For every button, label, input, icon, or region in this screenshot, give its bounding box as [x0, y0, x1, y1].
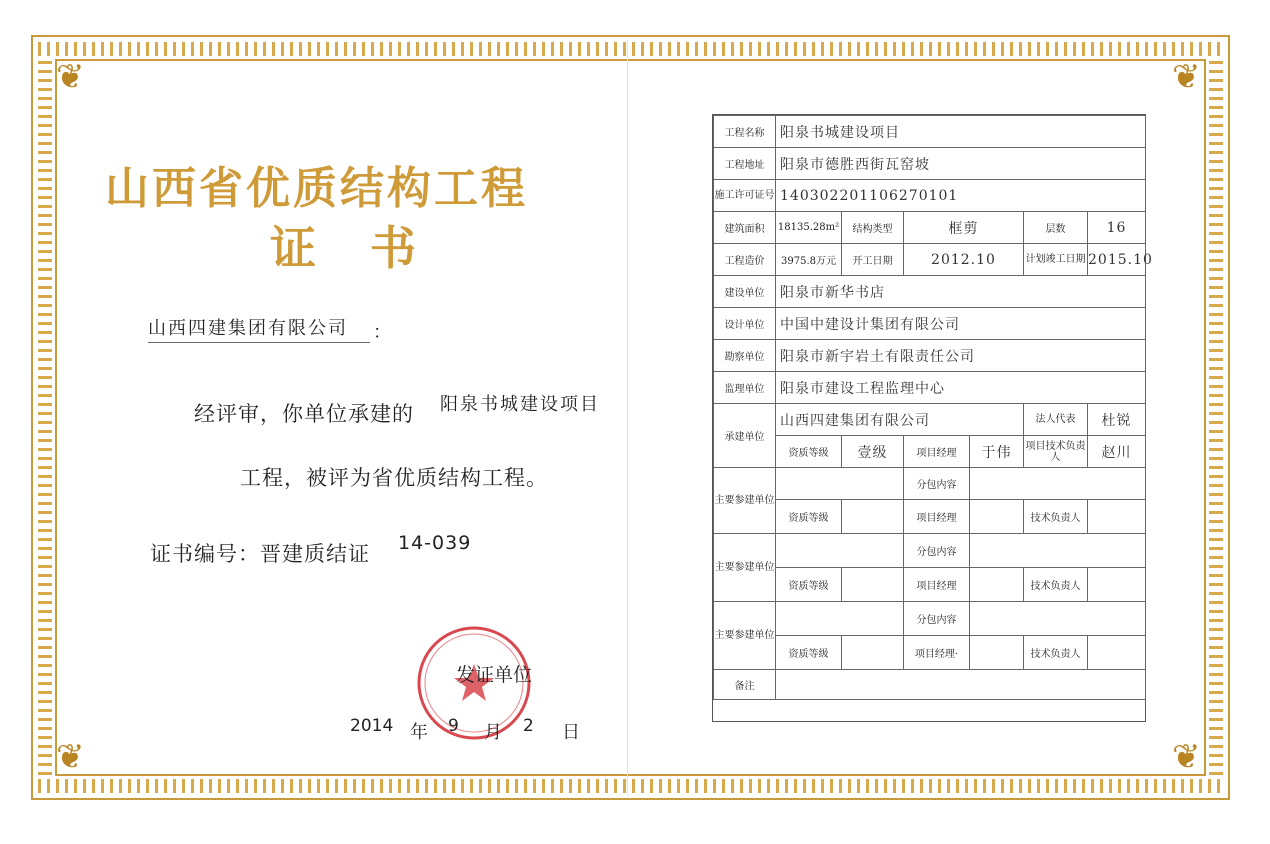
table-row: [714, 148, 1146, 180]
pm-label: 项目经理: [904, 436, 970, 468]
day-char: 日: [562, 722, 580, 743]
issue-day: 2: [523, 716, 534, 736]
permit-label: 施工许可证号: [714, 180, 776, 212]
project-name-value: 阳泉书城建设项目: [776, 116, 1146, 148]
survey-value: 阳泉市新宇岩土有限责任公司: [776, 340, 1146, 372]
area-label: 建筑面积: [714, 212, 776, 244]
empty-cell: [1088, 636, 1146, 670]
plan-end-value: 2015.10: [1088, 244, 1146, 276]
empty-cell: [842, 500, 904, 534]
project-name: 阳泉书城建设项目: [440, 394, 600, 415]
table-row: [714, 180, 1146, 212]
floors-label: 层数: [1024, 212, 1088, 244]
corner-ornament-icon: ❦: [56, 737, 85, 777]
empty-cell: [1088, 568, 1146, 602]
issuer-label: 发证单位: [456, 664, 533, 686]
empty-cell: [970, 534, 1146, 568]
participant-label: 主要参建单位: [714, 468, 776, 534]
participant-label: 主要参建单位: [714, 602, 776, 670]
table-row: [714, 404, 1146, 436]
empty-cell: [970, 500, 1024, 534]
table-row: [714, 340, 1146, 372]
table-row: [714, 468, 1146, 500]
builder-value: 阳泉市新华书店: [776, 276, 1146, 308]
corner-ornament-icon: ❦: [56, 57, 85, 97]
table-row: [714, 670, 1146, 700]
table-row: [714, 308, 1146, 340]
corner-ornament-icon: ❦: [1172, 57, 1201, 97]
address-value: 阳泉市德胜西街瓦窑坡: [776, 148, 1146, 180]
recipient-colon: ：: [373, 322, 391, 343]
empty-cell: [776, 534, 904, 568]
empty-cell: [970, 602, 1146, 636]
empty-cell: [776, 602, 904, 636]
supervisor-label: 监理单位: [714, 372, 776, 404]
recipient-name: 山西四建集团有限公司: [148, 318, 348, 339]
month-char: 月: [484, 722, 502, 743]
qual-value: 壹级: [842, 436, 904, 468]
corner-ornament-icon: ❦: [1172, 737, 1201, 777]
cert-number-label: 证书编号：晋建质结证: [150, 542, 370, 566]
supervisor-value: 阳泉市建设工程监理中心: [776, 372, 1146, 404]
empty-cell: [970, 568, 1024, 602]
table-row: [714, 372, 1146, 404]
designer-label: 设计单位: [714, 308, 776, 340]
structure-value: 框剪: [904, 212, 1024, 244]
project-name-label: 工程名称: [714, 116, 776, 148]
cost-value: 3975.8万元: [776, 244, 842, 276]
result-text: 工程，被评为省优质结构工程。: [240, 466, 548, 490]
legal-rep-value: 杜锐: [1088, 404, 1146, 436]
contractor-label: 承建单位: [714, 404, 776, 468]
tech-label-2: 技术负责人: [1024, 500, 1088, 534]
table-row: [714, 116, 1146, 148]
qual-label-2: 资质等级: [776, 500, 842, 534]
empty-cell: [970, 468, 1146, 500]
page-fold: [627, 40, 628, 796]
subcontract-label: 分包内容: [904, 602, 970, 636]
empty-cell: [842, 568, 904, 602]
qual-label-2: 资质等级: [776, 636, 842, 670]
cost-label: 工程造价: [714, 244, 776, 276]
builder-label: 建设单位: [714, 276, 776, 308]
empty-cell: [776, 468, 904, 500]
table-row: [714, 568, 1146, 602]
empty-cell: [970, 636, 1024, 670]
table-row: [714, 602, 1146, 636]
contractor-value: 山西四建集团有限公司: [776, 404, 1024, 436]
issue-year: 2014: [350, 716, 394, 736]
project-info-table: [713, 115, 1153, 700]
start-value: 2012.10: [904, 244, 1024, 276]
table-row: [714, 534, 1146, 568]
year-char: 年: [410, 722, 428, 743]
remarks-value: [776, 670, 1146, 700]
structure-label: 结构类型: [842, 212, 904, 244]
issue-month: 9: [448, 716, 459, 736]
area-value: 18135.28m²: [776, 212, 842, 244]
cert-number: 14-039: [398, 532, 472, 554]
survey-label: 勘察单位: [714, 340, 776, 372]
remarks-label: 备注: [714, 670, 776, 700]
review-text: 经评审，你单位承建的: [194, 402, 414, 426]
pm-label-dot: 项目经理·: [904, 636, 970, 670]
table-row: [714, 436, 1146, 468]
subcontract-label: 分包内容: [904, 468, 970, 500]
certificate-title: 山西省优质结构工程: [105, 163, 528, 214]
tech-lead-label: 项目技术负责人: [1024, 436, 1088, 468]
table-row: [714, 244, 1146, 276]
table-row: [714, 636, 1146, 670]
recipient-underline: [148, 342, 370, 343]
tech-lead-value: 赵川: [1088, 436, 1146, 468]
tech-label-2: 技术负责人: [1024, 568, 1088, 602]
permit-value: 140302201106270101: [776, 180, 1146, 212]
start-label: 开工日期: [842, 244, 904, 276]
table-row: [714, 500, 1146, 534]
table-row: [714, 276, 1146, 308]
designer-value: 中国中建设计集团有限公司: [776, 308, 1146, 340]
subcontract-label: 分包内容: [904, 534, 970, 568]
qual-label: 资质等级: [776, 436, 842, 468]
legal-rep-label: 法人代表: [1024, 404, 1088, 436]
floors-value: 16: [1088, 212, 1146, 244]
project-info-sheet: [712, 114, 1153, 722]
empty-cell: [1088, 500, 1146, 534]
qual-label-2: 资质等级: [776, 568, 842, 602]
address-label: 工程地址: [714, 148, 776, 180]
pm-label-2: 项目经理: [904, 500, 970, 534]
tech-label-2: 技术负责人: [1024, 636, 1088, 670]
participant-label: 主要参建单位: [714, 534, 776, 602]
certificate-subtitle: 证书: [270, 221, 470, 275]
table-row: [714, 212, 1146, 244]
plan-end-label: 计划竣工日期: [1024, 244, 1088, 276]
pm-label-2: 项目经理: [904, 568, 970, 602]
pm-value: 于伟: [970, 436, 1024, 468]
empty-cell: [842, 636, 904, 670]
